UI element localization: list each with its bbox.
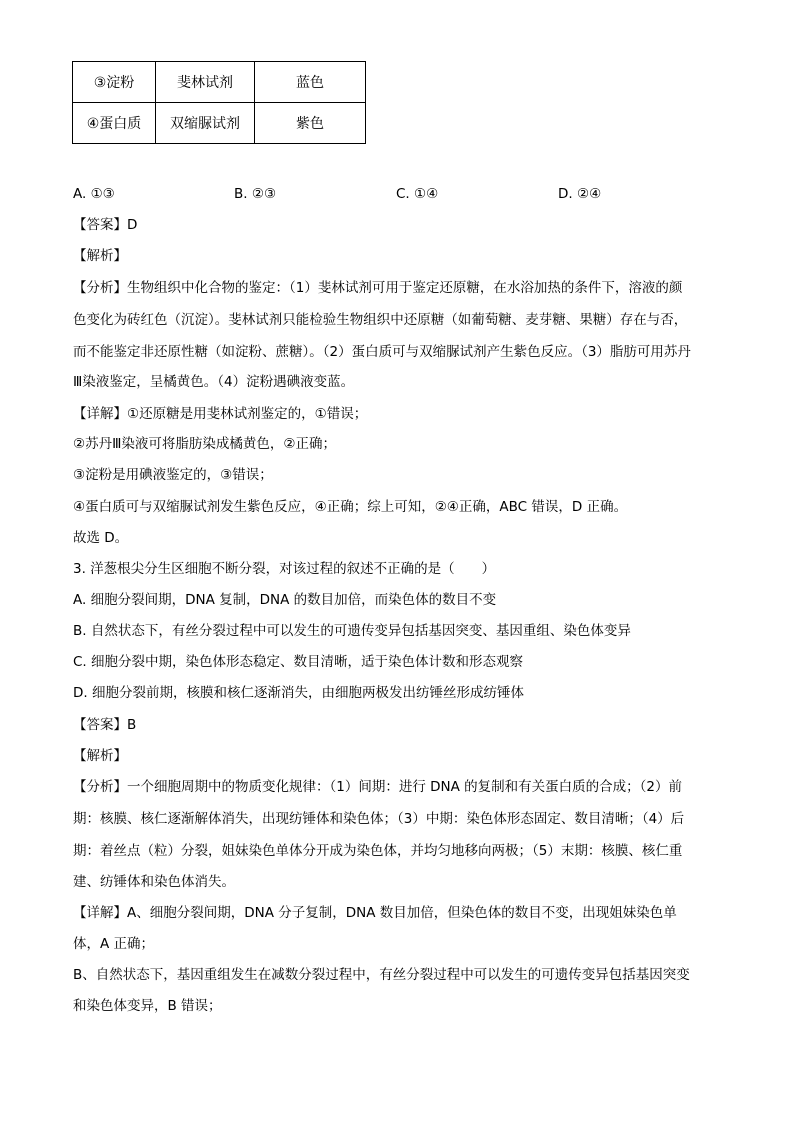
q2-analysis-line: Ⅲ染液鉴定，呈橘黄色。（4）淀粉遇碘液变蓝。 — [73, 374, 355, 390]
q2-detail-line: ③淀粉是用碘液鉴定的，③错误； — [73, 467, 273, 483]
q2-detail-line: ④蛋白质可与双缩脲试剂发生紫色反应，④正确；综上可知，②④正确，ABC 错误，D 正确。 — [73, 499, 628, 515]
q3-detail-line: 体，A 正确； — [73, 936, 155, 952]
table-cell-reagent: 双缩脲试剂 — [156, 103, 255, 144]
q3-analysis-line: 期：着丝点（粒）分裂，姐妹染色单体分开成为染色体，并均匀地移向两极；（5）末期：核膜、核仁重 — [73, 843, 683, 859]
q3-answer: 【答案】B — [73, 717, 137, 733]
q3-analysis-line: 建、纺锤体和染色体消失。 — [73, 874, 235, 890]
q2-option-b: B. ②③ — [234, 186, 277, 202]
q2-detail-line: 故选 D。 — [73, 530, 129, 546]
q3-detail-line: 和染色体变异，B 错误； — [73, 998, 222, 1014]
q3-stem: 3. 洋葱根尖分生区细胞不断分裂，对该过程的叙述不正确的是（ ） — [73, 561, 496, 577]
q2-option-c: C. ①④ — [396, 186, 439, 202]
q3-option-b: B. 自然状态下，有丝分裂过程中可以发生的可遗传变异包括基因突变、基因重组、染色体变异 — [73, 623, 631, 639]
q3-option-c: C. 细胞分裂中期，染色体形态稳定、数目清晰，适于染色体计数和形态观察 — [73, 654, 524, 670]
q2-analysis-line: 而不能鉴定非还原性糖（如淀粉、蔗糖）。（2）蛋白质可与双缩脲试剂产生紫色反应。（3）脂肪可用苏丹 — [73, 344, 691, 360]
q3-detail-line: B、自然状态下，基因重组发生在减数分裂过程中，有丝分裂过程中可以发生的可遗传变异包括基因突变 — [73, 967, 690, 983]
q3-detail-line: 【详解】A、细胞分裂间期，DNA 分子复制，DNA 数目加倍，但染色体的数目不变，出现姐妹染色单 — [73, 905, 677, 921]
table-cell-color: 紫色 — [255, 103, 366, 144]
q3-analysis-line: 期：核膜、核仁逐渐解体消失，出现纺锤体和染色体；（3）中期：染色体形态固定、数目清晰；（4）后 — [73, 811, 685, 827]
q2-detail-line: ②苏丹Ⅲ染液可将脂肪染成橘黄色，②正确； — [73, 436, 337, 452]
table-row — [73, 62, 366, 103]
q2-option-a: A. ①③ — [73, 186, 115, 202]
q3-analysis-heading: 【解析】 — [73, 748, 127, 764]
table-row — [73, 103, 366, 144]
q2-analysis-line: 【分析】生物组织中化合物的鉴定：（1）斐林试剂可用于鉴定还原糖，在水浴加热的条件下，溶液的颜 — [73, 280, 683, 296]
table-cell-substance: ③淀粉 — [73, 62, 156, 103]
q2-analysis-heading: 【解析】 — [73, 248, 127, 264]
table-cell-reagent: 斐林试剂 — [156, 62, 255, 103]
q2-option-d: D. ②④ — [558, 186, 602, 202]
q3-option-d: D. 细胞分裂前期，核膜和核仁逐渐消失，由细胞两极发出纺锤丝形成纺锤体 — [73, 685, 524, 701]
q2-detail-line: 【详解】①还原糖是用斐林试剂鉴定的，①错误； — [73, 406, 368, 422]
q2-answer: 【答案】D — [73, 217, 138, 233]
q3-option-a: A. 细胞分裂间期，DNA 复制，DNA 的数目加倍，而染色体的数目不变 — [73, 592, 497, 608]
table-cell-color: 蓝色 — [255, 62, 366, 103]
reagent-table — [72, 61, 366, 144]
table-cell-substance: ④蛋白质 — [73, 103, 156, 144]
q3-analysis-line: 【分析】一个细胞周期中的物质变化规律：（1）间期：进行 DNA 的复制和有关蛋白质的合成；（2）前 — [73, 779, 682, 795]
q2-analysis-line: 色变化为砖红色（沉淀）。斐林试剂只能检验生物组织中还原糖（如葡萄糖、麦芽糖、果糖）存在与否， — [73, 312, 688, 328]
